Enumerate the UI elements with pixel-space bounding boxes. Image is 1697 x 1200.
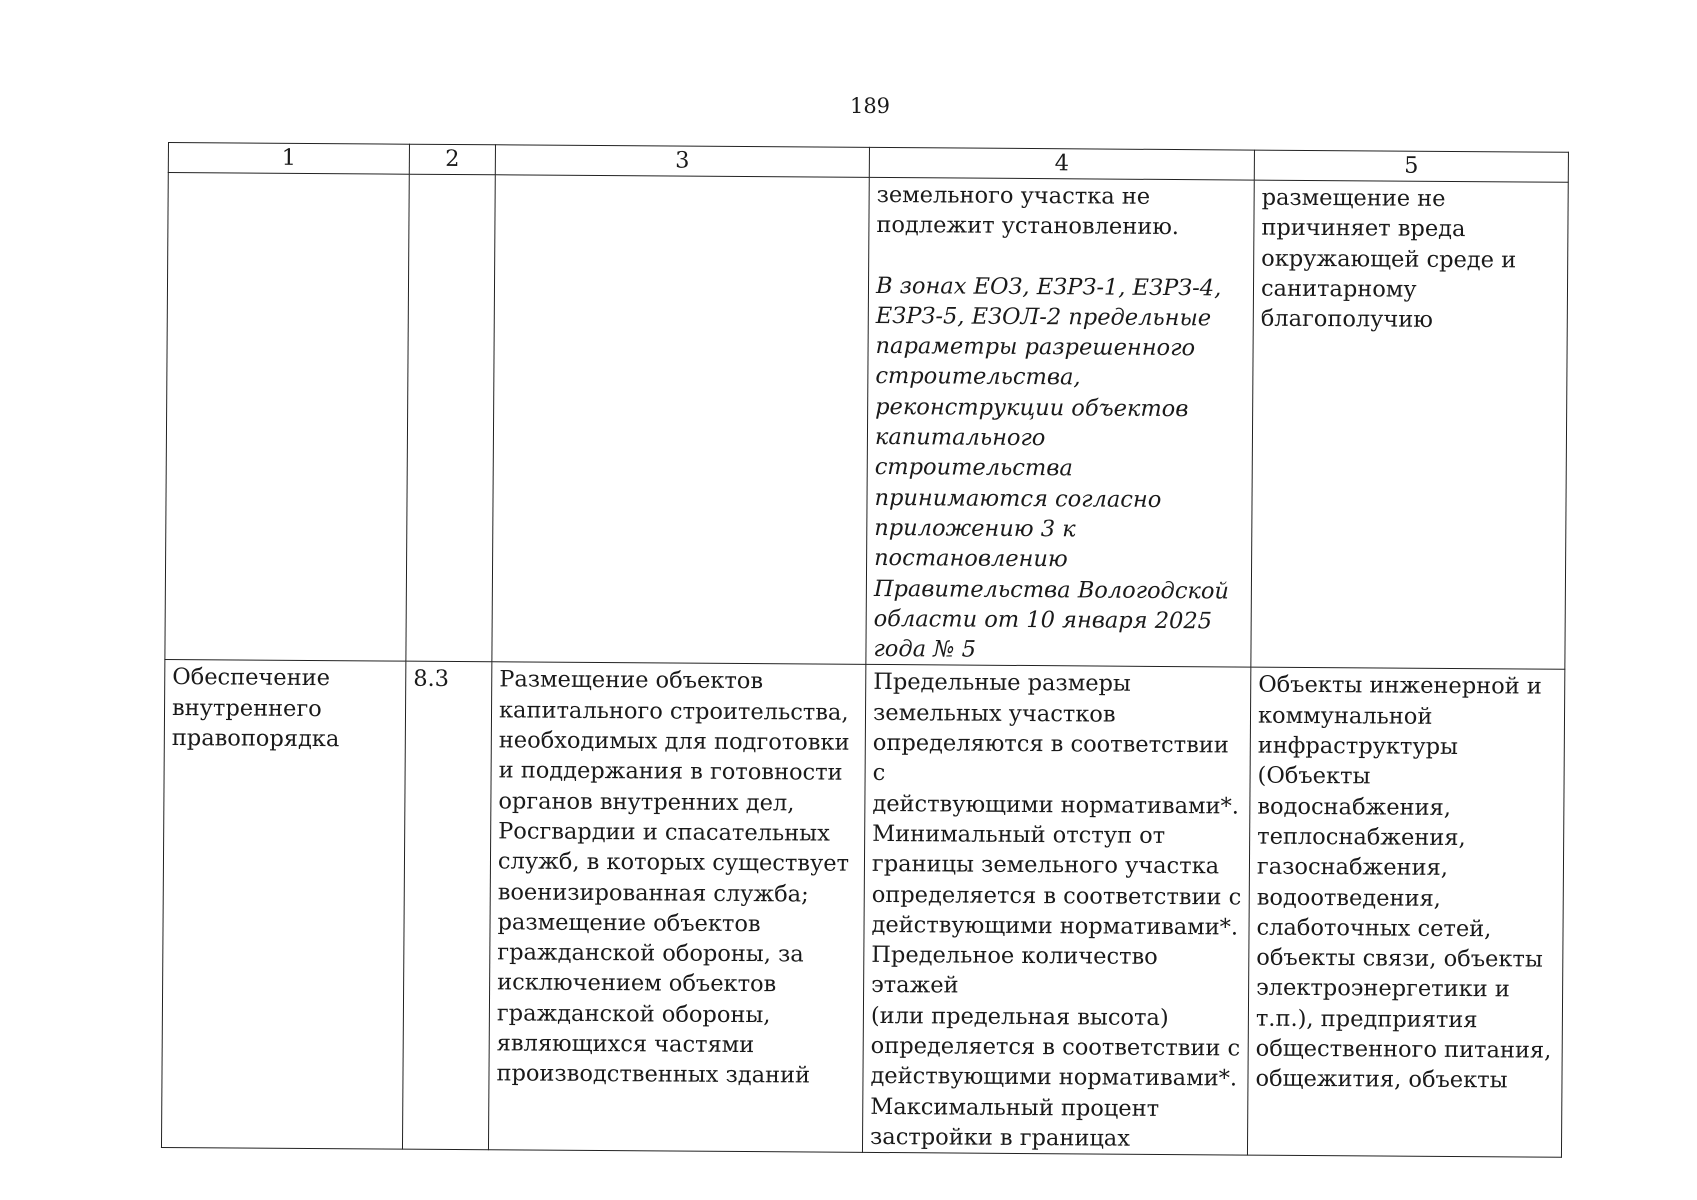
- cell-col-3: [492, 175, 869, 665]
- cell-col-2: [406, 174, 495, 662]
- header-col-4: 4: [869, 147, 1254, 180]
- header-col-2: 2: [409, 144, 495, 175]
- regulations-table: [161, 142, 1569, 1158]
- cell-col-4: [866, 177, 1254, 667]
- cell-col-5: [1251, 180, 1568, 670]
- cell-col-4: [862, 665, 1250, 1155]
- cell-col-1: [161, 660, 405, 1149]
- cell-col-1: [165, 173, 409, 662]
- table-row: [161, 660, 1564, 1158]
- cell-col-2: [402, 662, 491, 1150]
- land-use-description: Размещение объектов капитального строительства, необходимых для подготовки и поддержания в готовности органов внутренних дел, Росгвардии и спасательных служб, в которых существует военизированная служба; размещение объектов гражданской обороны, за исключением объектов гражданской обороны, являющихся частями производственных зданий: [496, 666, 850, 1089]
- zones-note-text: В зонах ЕОЗ, ЕЗРЗ-1, ЕЗРЗ-4, ЕЗРЗ-5, ЕЗОЛ-2 предельные параметры разрешенного строительства, реконструкции объектов капитального строительства принимаются согласно приложению 3 к постановлению Правительства Вологодской области от 10 января 2025 года № 5: [873, 272, 1230, 663]
- parameters-text: Предельные размеры земельных участков определяются в соответствии с действующими нормативами*. Минимальный отступ от границы земельного участка определяется в соответствии с действующими нормативами*. Предельное количество этажей (или предельная высота) определяется в соответствии с действующими нормативами*. Максимальный процент застройки в границах: [869, 669, 1242, 1152]
- cell-col-5: [1247, 668, 1564, 1158]
- table-row: [165, 173, 1568, 670]
- min-setback-text: земельного участка не подлежит установлению.: [876, 181, 1180, 241]
- land-use-code: 8.3: [413, 666, 450, 693]
- conditions-text: размещение не причиняет вреда окружающей среде и санитарному благополучию: [1260, 184, 1517, 334]
- header-col-1: 1: [168, 143, 409, 175]
- land-use-name: Обеспечение внутреннего правопорядка: [171, 664, 340, 753]
- cell-col-3: [488, 662, 865, 1152]
- header-col-5: 5: [1254, 150, 1568, 182]
- page-number: 189: [849, 94, 891, 118]
- header-col-3: 3: [495, 145, 869, 178]
- auxiliary-uses-text: Объекты инженерной и коммунальной инфраструктуры (Объекты водоснабжения, теплоснабжения, газоснабжения, водоотведения, слаботочных сетей, объекты связи, объекты электроэнергетики и т.п.), предприятия общественного питания, общежития, объекты: [1255, 672, 1552, 1094]
